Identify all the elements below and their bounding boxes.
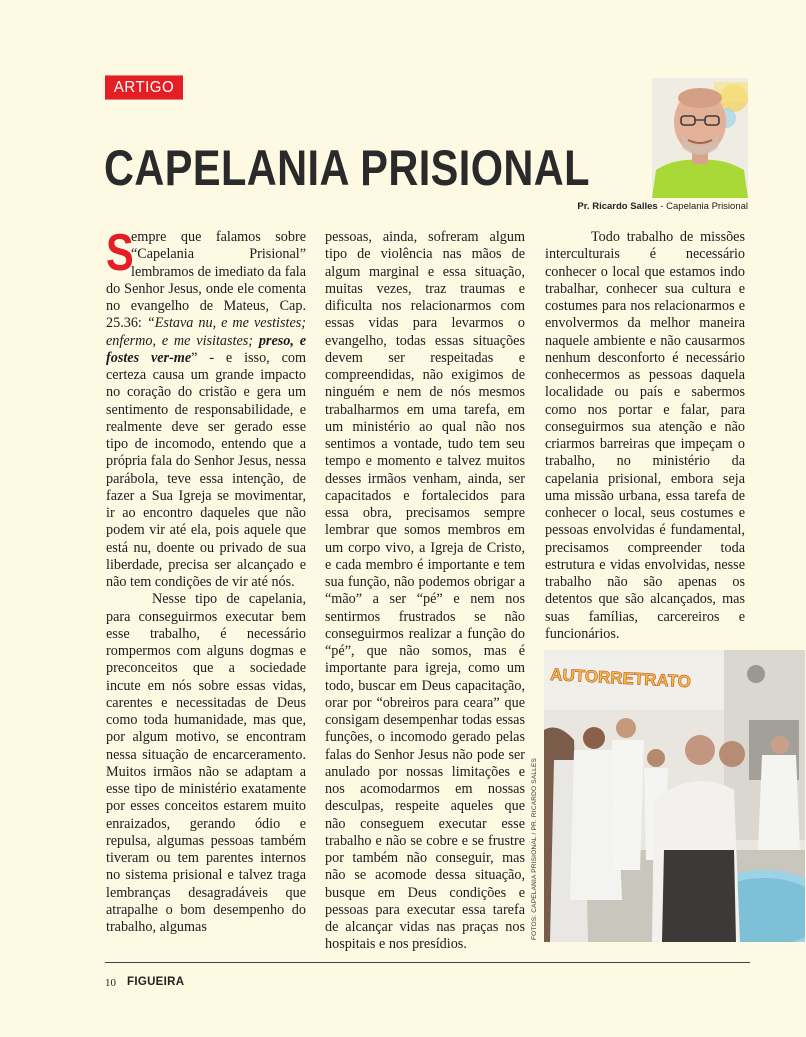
author-role: Capelania Prisional bbox=[666, 201, 748, 212]
footer-divider bbox=[105, 962, 750, 963]
author-name: Pr. Ricardo Salles bbox=[577, 201, 658, 212]
drop-cap: S bbox=[106, 224, 134, 282]
article-column-2 bbox=[325, 229, 525, 954]
article-title: CAPELANIA PRISIONAL bbox=[104, 140, 590, 196]
author-portrait-image bbox=[652, 78, 748, 198]
article-column-1 bbox=[106, 224, 307, 936]
baptism-photo-image bbox=[544, 650, 805, 942]
article-paragraph-2: Nesse tipo de capelania, para conseguirmos executar bem esse trabalho, é necessário rompermos com alguns dogmas e preconceitos que a sociedade incute em nós sobre essas vidas, carentes e necessitadas de Deus como toda humanidade, mas que, por algum motivo, se encontram nessa situação de encarceramento. Muitos irmãos não se adaptam a esse tipo de ministério exatamente por esses conceitos estarem muito enraizados, gerando ódio e repulsa, algumas pessoas também tiveram ou tem parentes internos no sistema prisional e talvez traga lembranças desagradáveis que atrapalhe o bom desempenho do trabalho, algumas bbox=[106, 591, 306, 935]
article-paragraph-4: Todo trabalho de missões interculturais é necessário conhecer o local que estamos indo trabalhar, conhecer sua cultura e costumes para nos relacionarmos e envolvermos da melhor maneira naquele ambiente e não causarmos nenhum desconforto é necessário conhecermos as pessoas daquela localidade ou país e sabermos como nos portar e falar, para conseguirmos sua atenção e não criarmos barreiras que impeçam o trabalho, no ministério da capelania prisional, embora seja uma missão urbana, essa tarefa de conhecer o local, seus costumes e pessoas envolvidas é fundamental, precisamos compreender toda estrutura e vidas envolvidas, nesse trabalho não são apenas os detentos que são alcançados, mas suas famílias, carcereiros e funcionários. bbox=[545, 229, 745, 642]
article-paragraph-1 bbox=[106, 224, 307, 591]
scripture-quote-emphasis: preso, e fostes ver-me bbox=[106, 332, 306, 366]
section-tag: ARTIGO bbox=[105, 75, 183, 99]
paragraph-1-lead: empre que falamos sobre “Capelania Prisional” lembramos de imediato da fala do Senhor Jesus, onde ele comenta no evangelho de Mateus, Cap. 25.36: bbox=[106, 229, 306, 332]
author-byline bbox=[577, 201, 748, 212]
photo-credit: FOTOS: CAPELANIA PRISIONAL / PR. RICARDO SALLES bbox=[531, 757, 538, 940]
publication-name: FIGUEIRA bbox=[127, 976, 185, 988]
author-portrait bbox=[652, 78, 748, 198]
photo-wall-banner: AUTORRETRATO bbox=[549, 665, 692, 692]
scripture-quote: “Estava nu, e me vestistes; enfermo, e me visitastes; bbox=[106, 315, 306, 349]
page-number: 10 bbox=[105, 977, 116, 989]
paragraph-1-rest: ” - e isso, com certeza causa um grande impacto no coração do cristão e gera um sentimento de responsabilidade, e realmente deve ser gerado esse tipo de incomodo, entendo que a própria fala do Senhor Jesus, nessa parábola, teve essa intenção, de fazer a Sua Igreja se movimentar, ir ao encontro daqueles que não podem vir até ela, pois aquele que está nu, doente ou privado de sua liberdade, precisa ser alcançado e não tem condições de vir até nós. bbox=[106, 349, 307, 590]
baptism-photo bbox=[544, 650, 805, 942]
article-paragraph-3: pessoas, ainda, sofreram algum tipo de violência nas mãos de algum marginal e essa situação, muitas vezes, traz traumas e dificulta nos relacionarmos com essas vidas para levarmos o evangelho, todas essas situações devem ser respeitadas e compreendidas, não exigimos de ninguém e nem de nós mesmos trabalharmos em uma tarefa, em um ministério ao qual não nos sentimos a vontade, tudo tem seu tempo e momento e talvez muitos desses irmãos venham, ainda, ser capacitados e fortalecidos para essa obra, precisamos sempre lembrar que somos membros em um corpo vivo, a Igreja de Cristo, e cada membro é importante e tem sua função, não podemos obrigar a “mão” a ser “pé” e nem nos sentirmos frustrados se não conseguirmos realizar a função do “pé”, que não somos, mas é importante para igreja, como um todo, buscar em Deus capacitação, orar por “obreiros para ceara” que consigam desempenhar todas essas funções, o incomodo gerado pelas falas do Senhor Jesus não pode ser anulado por nossas limitações e nos acomodarmos em nossas desculpas, respeite aqueles que não conseguem executar esse trabalho e não se cobre e se frustre por também não conseguir, mas não se acomode dessa situação, busque em Deus condições e pessoas para executar essa tarefa de alcançar vidas nas praças nos hospitais e nos presídios. bbox=[325, 229, 525, 953]
author-separator: - bbox=[657, 201, 667, 212]
article-column-3 bbox=[545, 229, 745, 643]
